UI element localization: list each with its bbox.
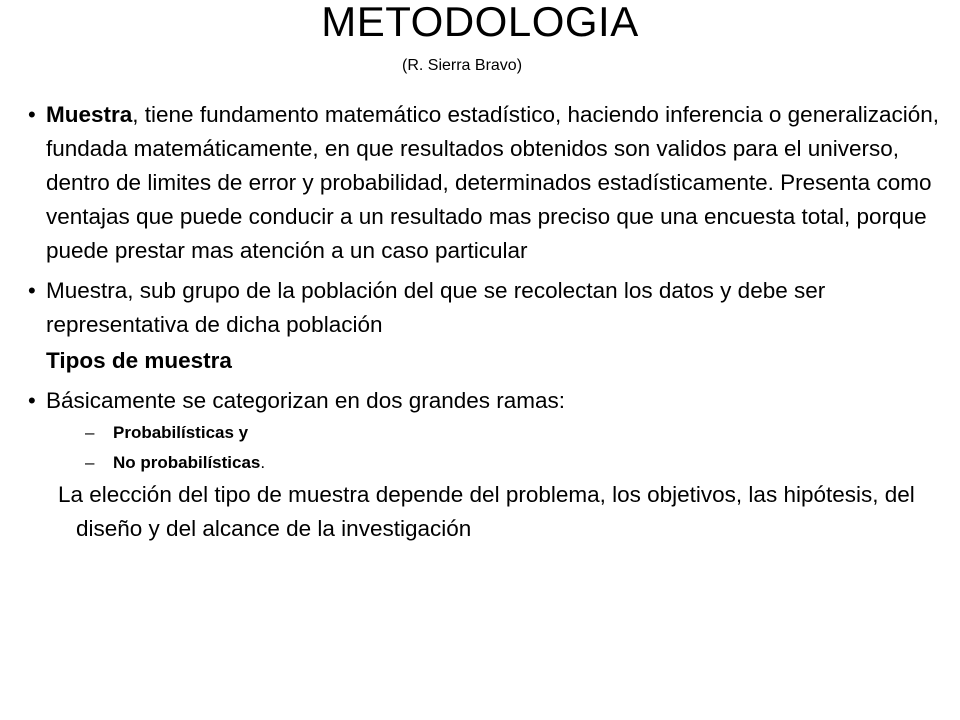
sub-item-label: Probabilísticas y xyxy=(113,423,249,442)
sub-item-no-probabilisticas xyxy=(85,448,958,478)
bullet-item-muestra-subgrupo xyxy=(28,274,958,342)
bullet-bold-lead: Muestra xyxy=(46,102,133,127)
sub-item-probabilisticas xyxy=(85,418,958,448)
bullet-item-muestra-definicion xyxy=(28,98,958,268)
closing-paragraph: La elección del tipo de muestra depende del problema, los objetivos, las hipótesis, del diseño y del alcance de la investigación xyxy=(58,482,915,541)
dash-icon: – xyxy=(85,453,95,472)
title-block xyxy=(0,0,960,44)
bullet-icon: • xyxy=(28,278,36,303)
sub-item-label: No probabilísticas xyxy=(113,453,261,472)
bullet-text: Muestra, sub grupo de la población del que se recolectan los datos y debe ser representativa de dicha población xyxy=(46,278,826,337)
bullet-icon: • xyxy=(28,388,36,413)
slide-content xyxy=(28,98,958,569)
sub-item-rest: . xyxy=(260,453,266,472)
tipos-heading: Tipos de muestra xyxy=(46,348,232,373)
dash-icon: – xyxy=(85,423,95,442)
bullet-icon: • xyxy=(28,102,36,127)
bullet-body: , tiene fundamento matemático estadístico, haciendo inferencia o generalización, fundada matemáticamente, en que resultados obtenidos son validos para el universo, dentro de limites de error y probabilidad, determinados estadísticamente. Presenta como ventajas que puede conducir a un resultado mas preciso que una encuesta total, porque puede prestar mas atención a un caso particular xyxy=(46,102,940,263)
slide-title: METODOLOGIA xyxy=(321,0,639,45)
slide-subtitle: (R. Sierra Bravo) xyxy=(402,57,523,74)
bullet-item-categorias xyxy=(28,384,958,418)
bullet-text xyxy=(46,98,958,268)
bullet-text: Básicamente se categorizan en dos grandes ramas: xyxy=(46,388,566,413)
